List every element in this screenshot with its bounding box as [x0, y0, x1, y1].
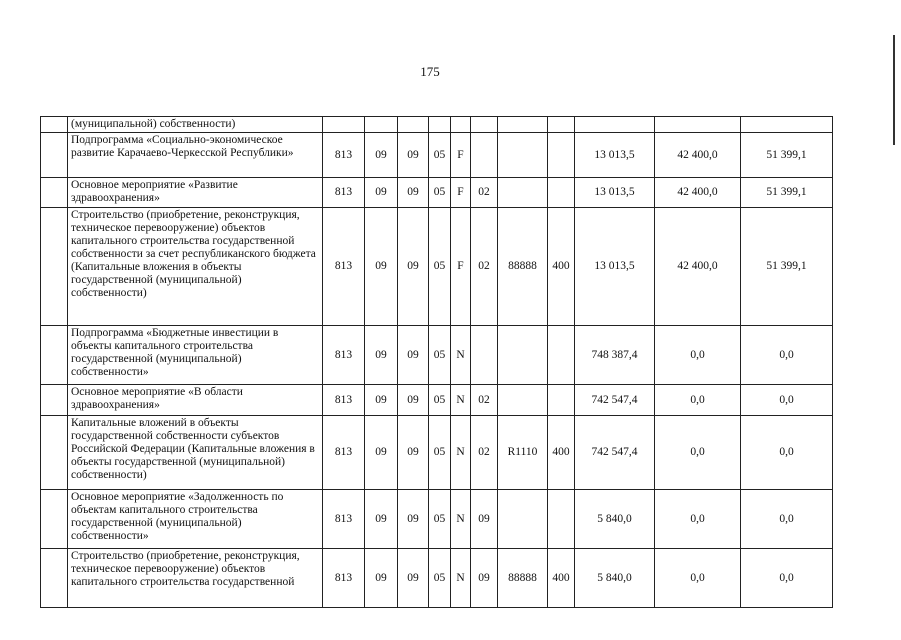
section-cell: 09 — [365, 326, 398, 385]
amount-year3-cell: 51 399,1 — [741, 133, 833, 178]
section-cell: 09 — [365, 490, 398, 549]
subsection-cell: 09 — [398, 385, 429, 416]
subprogram-cell: N — [451, 416, 471, 490]
measure-cell: 02 — [471, 416, 498, 490]
row-description: Подпрограмма «Бюджетные инвестиции в объекты капитального строительства государственной (муниципальной) собственности» — [68, 326, 323, 385]
scan-edge-line — [893, 35, 895, 145]
amount-year1-cell: 742 547,4 — [575, 416, 655, 490]
table-row — [41, 133, 833, 178]
blank-cell — [41, 133, 68, 178]
grbs-cell: 813 — [323, 133, 365, 178]
budget-table — [40, 116, 833, 608]
measure-cell: 09 — [471, 490, 498, 549]
subprogram-cell — [451, 117, 471, 133]
program-cell: 05 — [429, 326, 451, 385]
blank-cell — [41, 385, 68, 416]
row-description: Строительство (приобретение, реконструкция, техническое перевооружение) объектов капитального строительства государственной — [68, 549, 323, 608]
table-row — [41, 385, 833, 416]
section-cell: 09 — [365, 549, 398, 608]
subsection-cell: 09 — [398, 416, 429, 490]
subprogram-cell: N — [451, 490, 471, 549]
section-cell — [365, 117, 398, 133]
expense-type-cell — [548, 326, 575, 385]
blank-cell — [41, 178, 68, 208]
direction-code-cell: R1110 — [498, 416, 548, 490]
direction-code-cell: 88888 — [498, 208, 548, 326]
amount-year1-cell: 748 387,4 — [575, 326, 655, 385]
amount-year1-cell: 5 840,0 — [575, 490, 655, 549]
amount-year2-cell: 0,0 — [655, 549, 741, 608]
measure-cell: 02 — [471, 385, 498, 416]
measure-cell: 09 — [471, 549, 498, 608]
amount-year3-cell: 0,0 — [741, 326, 833, 385]
table-row — [41, 208, 833, 326]
subprogram-cell: N — [451, 385, 471, 416]
amount-year3-cell: 51 399,1 — [741, 208, 833, 326]
row-description: Строительство (приобретение, реконструкция, техническое перевооружение) объектов капитального строительства государственной собственности за счет республиканского бюджета (Капитальные вложения в объекты государственной (муниципальной) собственности) — [68, 208, 323, 326]
amount-year3-cell: 0,0 — [741, 549, 833, 608]
grbs-cell: 813 — [323, 326, 365, 385]
row-description: Подпрограмма «Социально-экономическое развитие Карачаево-Черкесской Республики» — [68, 133, 323, 178]
expense-type-cell — [548, 133, 575, 178]
program-cell — [429, 117, 451, 133]
grbs-cell: 813 — [323, 208, 365, 326]
expense-type-cell: 400 — [548, 549, 575, 608]
amount-year3-cell: 0,0 — [741, 416, 833, 490]
amount-year2-cell: 0,0 — [655, 326, 741, 385]
amount-year3-cell: 51 399,1 — [741, 178, 833, 208]
amount-year2-cell: 0,0 — [655, 416, 741, 490]
section-cell: 09 — [365, 385, 398, 416]
program-cell: 05 — [429, 133, 451, 178]
subprogram-cell: N — [451, 549, 471, 608]
subsection-cell: 09 — [398, 208, 429, 326]
section-cell: 09 — [365, 416, 398, 490]
amount-year2-cell — [655, 117, 741, 133]
amount-year1-cell: 13 013,5 — [575, 133, 655, 178]
table-row — [41, 326, 833, 385]
row-description: Основное мероприятие «В области здравоохранения» — [68, 385, 323, 416]
grbs-cell: 813 — [323, 490, 365, 549]
row-description: (муниципальной) собственности) — [68, 117, 323, 133]
section-cell: 09 — [365, 133, 398, 178]
row-description: Основное мероприятие «Задолженность по объектам капитального строительства государственной (муниципальной) собственности» — [68, 490, 323, 549]
amount-year3-cell: 0,0 — [741, 385, 833, 416]
section-cell: 09 — [365, 178, 398, 208]
grbs-cell: 813 — [323, 385, 365, 416]
blank-cell — [41, 549, 68, 608]
table-row — [41, 178, 833, 208]
expense-type-cell — [548, 117, 575, 133]
grbs-cell: 813 — [323, 549, 365, 608]
measure-cell — [471, 133, 498, 178]
table-row — [41, 490, 833, 549]
expense-type-cell — [548, 385, 575, 416]
amount-year2-cell: 42 400,0 — [655, 178, 741, 208]
amount-year3-cell: 0,0 — [741, 490, 833, 549]
program-cell: 05 — [429, 178, 451, 208]
expense-type-cell: 400 — [548, 208, 575, 326]
direction-code-cell — [498, 490, 548, 549]
amount-year1-cell — [575, 117, 655, 133]
subprogram-cell: F — [451, 178, 471, 208]
program-cell: 05 — [429, 490, 451, 549]
program-cell: 05 — [429, 208, 451, 326]
program-cell: 05 — [429, 385, 451, 416]
amount-year3-cell — [741, 117, 833, 133]
subprogram-cell: F — [451, 133, 471, 178]
measure-cell: 02 — [471, 208, 498, 326]
subsection-cell — [398, 117, 429, 133]
subsection-cell: 09 — [398, 133, 429, 178]
subsection-cell: 09 — [398, 549, 429, 608]
expense-type-cell — [548, 178, 575, 208]
table-row — [41, 416, 833, 490]
direction-code-cell: 88888 — [498, 549, 548, 608]
blank-cell — [41, 208, 68, 326]
measure-cell — [471, 117, 498, 133]
grbs-cell — [323, 117, 365, 133]
subprogram-cell: N — [451, 326, 471, 385]
table-row — [41, 549, 833, 608]
subprogram-cell: F — [451, 208, 471, 326]
amount-year2-cell: 42 400,0 — [655, 133, 741, 178]
amount-year2-cell: 0,0 — [655, 490, 741, 549]
direction-code-cell — [498, 117, 548, 133]
direction-code-cell — [498, 385, 548, 416]
table-row — [41, 117, 833, 133]
program-cell: 05 — [429, 549, 451, 608]
amount-year1-cell: 5 840,0 — [575, 549, 655, 608]
subsection-cell: 09 — [398, 178, 429, 208]
blank-cell — [41, 117, 68, 133]
section-cell: 09 — [365, 208, 398, 326]
amount-year1-cell: 13 013,5 — [575, 178, 655, 208]
page-number: 175 — [420, 64, 440, 79]
amount-year2-cell: 0,0 — [655, 385, 741, 416]
direction-code-cell — [498, 178, 548, 208]
measure-cell — [471, 326, 498, 385]
direction-code-cell — [498, 133, 548, 178]
measure-cell: 02 — [471, 178, 498, 208]
program-cell: 05 — [429, 416, 451, 490]
blank-cell — [41, 490, 68, 549]
expense-type-cell: 400 — [548, 416, 575, 490]
subsection-cell: 09 — [398, 326, 429, 385]
amount-year1-cell: 13 013,5 — [575, 208, 655, 326]
row-description: Капитальные вложений в объекты государственной собственности субъектов Российской Федерации (Капитальные вложения в объекты государственной (муниципальной) собственности) — [68, 416, 323, 490]
expense-type-cell — [548, 490, 575, 549]
blank-cell — [41, 416, 68, 490]
row-description: Основное мероприятие «Развитие здравоохранения» — [68, 178, 323, 208]
blank-cell — [41, 326, 68, 385]
grbs-cell: 813 — [323, 416, 365, 490]
subsection-cell: 09 — [398, 490, 429, 549]
direction-code-cell — [498, 326, 548, 385]
amount-year1-cell: 742 547,4 — [575, 385, 655, 416]
amount-year2-cell: 42 400,0 — [655, 208, 741, 326]
grbs-cell: 813 — [323, 178, 365, 208]
